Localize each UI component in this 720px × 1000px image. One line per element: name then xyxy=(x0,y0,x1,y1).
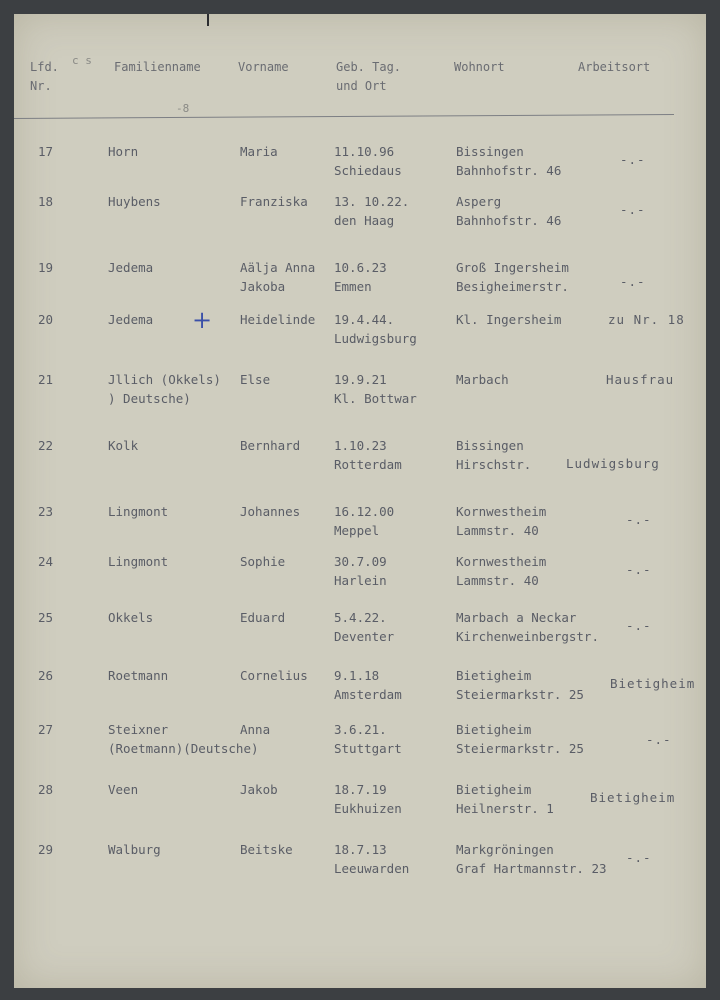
row-workplace: -.- xyxy=(620,274,646,289)
row-residence: Groß Ingersheim Besigheimerstr. xyxy=(456,260,569,294)
row-firstname: Anna xyxy=(240,722,271,737)
row-birth: 10.6.23 Emmen xyxy=(334,260,387,294)
row-firstname: Jakob xyxy=(240,782,278,797)
row-number: 20 xyxy=(38,312,54,327)
row-surname: Walburg xyxy=(108,842,161,857)
header-under-mark: -8 xyxy=(176,102,190,115)
row-workplace: -.- xyxy=(620,202,646,217)
row-surname: Lingmont xyxy=(108,504,169,519)
header-birth: Geb. Tag. und Ort xyxy=(336,60,402,93)
row-firstname: Cornelius xyxy=(240,668,308,683)
row-number: 17 xyxy=(38,144,54,159)
header-surname: Familienname xyxy=(114,60,201,74)
row-workplace: Hausfrau xyxy=(606,372,675,387)
row-number: 26 xyxy=(38,668,54,683)
row-workplace: zu Nr. 18 xyxy=(608,312,685,327)
header-firstname: Vorname xyxy=(238,60,289,74)
row-firstname: Eduard xyxy=(240,610,286,625)
pen-cross-mark: + xyxy=(192,306,213,334)
row-firstname: Aälja Anna Jakoba xyxy=(240,260,316,294)
row-residence: Markgröningen Graf Hartmannstr. 23 xyxy=(456,842,607,876)
row-surname: Jedema xyxy=(108,312,154,327)
row-workplace: -.- xyxy=(620,152,646,167)
row-birth: 19.4.44. Ludwigsburg xyxy=(334,312,417,346)
row-residence: Marbach xyxy=(456,372,509,387)
row-workplace: Bietigheim xyxy=(590,790,676,805)
row-number: 24 xyxy=(38,554,54,569)
header-residence: Wohnort xyxy=(454,60,505,74)
row-birth: 30.7.09 Harlein xyxy=(334,554,387,588)
row-residence: Kl. Ingersheim xyxy=(456,312,562,327)
row-workplace: -.- xyxy=(626,850,652,865)
row-number: 27 xyxy=(38,722,54,737)
row-birth: 19.9.21 Kl. Bottwar xyxy=(334,372,417,406)
row-residence: Marbach a Neckar Kirchenweinbergstr. xyxy=(456,610,599,644)
row-number: 21 xyxy=(38,372,54,387)
row-workplace: -.- xyxy=(626,512,652,527)
row-birth: 3.6.21. Stuttgart xyxy=(334,722,402,756)
row-firstname: Beitske xyxy=(240,842,293,857)
row-workplace: -.- xyxy=(626,562,652,577)
row-birth: 18.7.13 Leeuwarden xyxy=(334,842,410,876)
row-surname: Lingmont xyxy=(108,554,169,569)
row-birth: 18.7.19 Eukhuizen xyxy=(334,782,402,816)
row-firstname: Franziska xyxy=(240,194,308,209)
row-residence: Bietigheim Steiermarkstr. 25 xyxy=(456,668,584,702)
row-number: 25 xyxy=(38,610,54,625)
row-surname: Veen xyxy=(108,782,139,797)
row-number: 23 xyxy=(38,504,54,519)
row-surname: Roetmann xyxy=(108,668,169,683)
row-workplace: Ludwigsburg xyxy=(566,456,660,471)
row-residence: Bissingen Bahnhofstr. 46 xyxy=(456,144,562,178)
row-firstname: Maria xyxy=(240,144,278,159)
row-residence: Bissingen Hirschstr. xyxy=(456,438,532,472)
row-number: 18 xyxy=(38,194,54,209)
row-firstname: Johannes xyxy=(240,504,301,519)
paper-tick-mark xyxy=(207,14,209,26)
header-number: Lfd. Nr. xyxy=(30,60,59,93)
row-firstname: Heidelinde xyxy=(240,312,316,327)
row-residence: Kornwestheim Lammstr. 40 xyxy=(456,504,547,538)
row-workplace: -.- xyxy=(626,618,652,633)
row-birth: 11.10.96 Schiedaus xyxy=(334,144,402,178)
row-surname: Okkels xyxy=(108,610,154,625)
header-number-mark: c s xyxy=(72,54,92,67)
row-birth: 9.1.18 Amsterdam xyxy=(334,668,402,702)
document-page xyxy=(14,14,706,988)
row-surname: Kolk xyxy=(108,438,139,453)
row-workplace: Bietigheim xyxy=(610,676,696,691)
row-surname: Jedema xyxy=(108,260,154,275)
row-firstname: Sophie xyxy=(240,554,286,569)
row-firstname: Bernhard xyxy=(240,438,301,453)
row-number: 28 xyxy=(38,782,54,797)
row-residence: Bietigheim Steiermarkstr. 25 xyxy=(456,722,584,756)
header-rule xyxy=(14,114,674,119)
row-surname: Horn xyxy=(108,144,139,159)
row-residence: Kornwestheim Lammstr. 40 xyxy=(456,554,547,588)
row-residence: Bietigheim Heilnerstr. 1 xyxy=(456,782,554,816)
header-workplace: Arbeitsort xyxy=(578,60,651,74)
row-birth: 1.10.23 Rotterdam xyxy=(334,438,402,472)
row-workplace: -.- xyxy=(646,732,672,747)
row-birth: 13. 10.22. den Haag xyxy=(334,194,410,228)
row-number: 22 xyxy=(38,438,54,453)
row-residence: Asperg Bahnhofstr. 46 xyxy=(456,194,562,228)
row-firstname: Else xyxy=(240,372,271,387)
row-number: 29 xyxy=(38,842,54,857)
row-birth: 5.4.22. Deventer xyxy=(334,610,395,644)
row-number: 19 xyxy=(38,260,54,275)
row-surname: Jllich (Okkels) ) Deutsche) xyxy=(108,372,221,406)
row-surname: Huybens xyxy=(108,194,161,209)
row-birth: 16.12.00 Meppel xyxy=(334,504,395,538)
row-surname: Steixner (Roetmann)(Deutsche) xyxy=(108,722,259,756)
